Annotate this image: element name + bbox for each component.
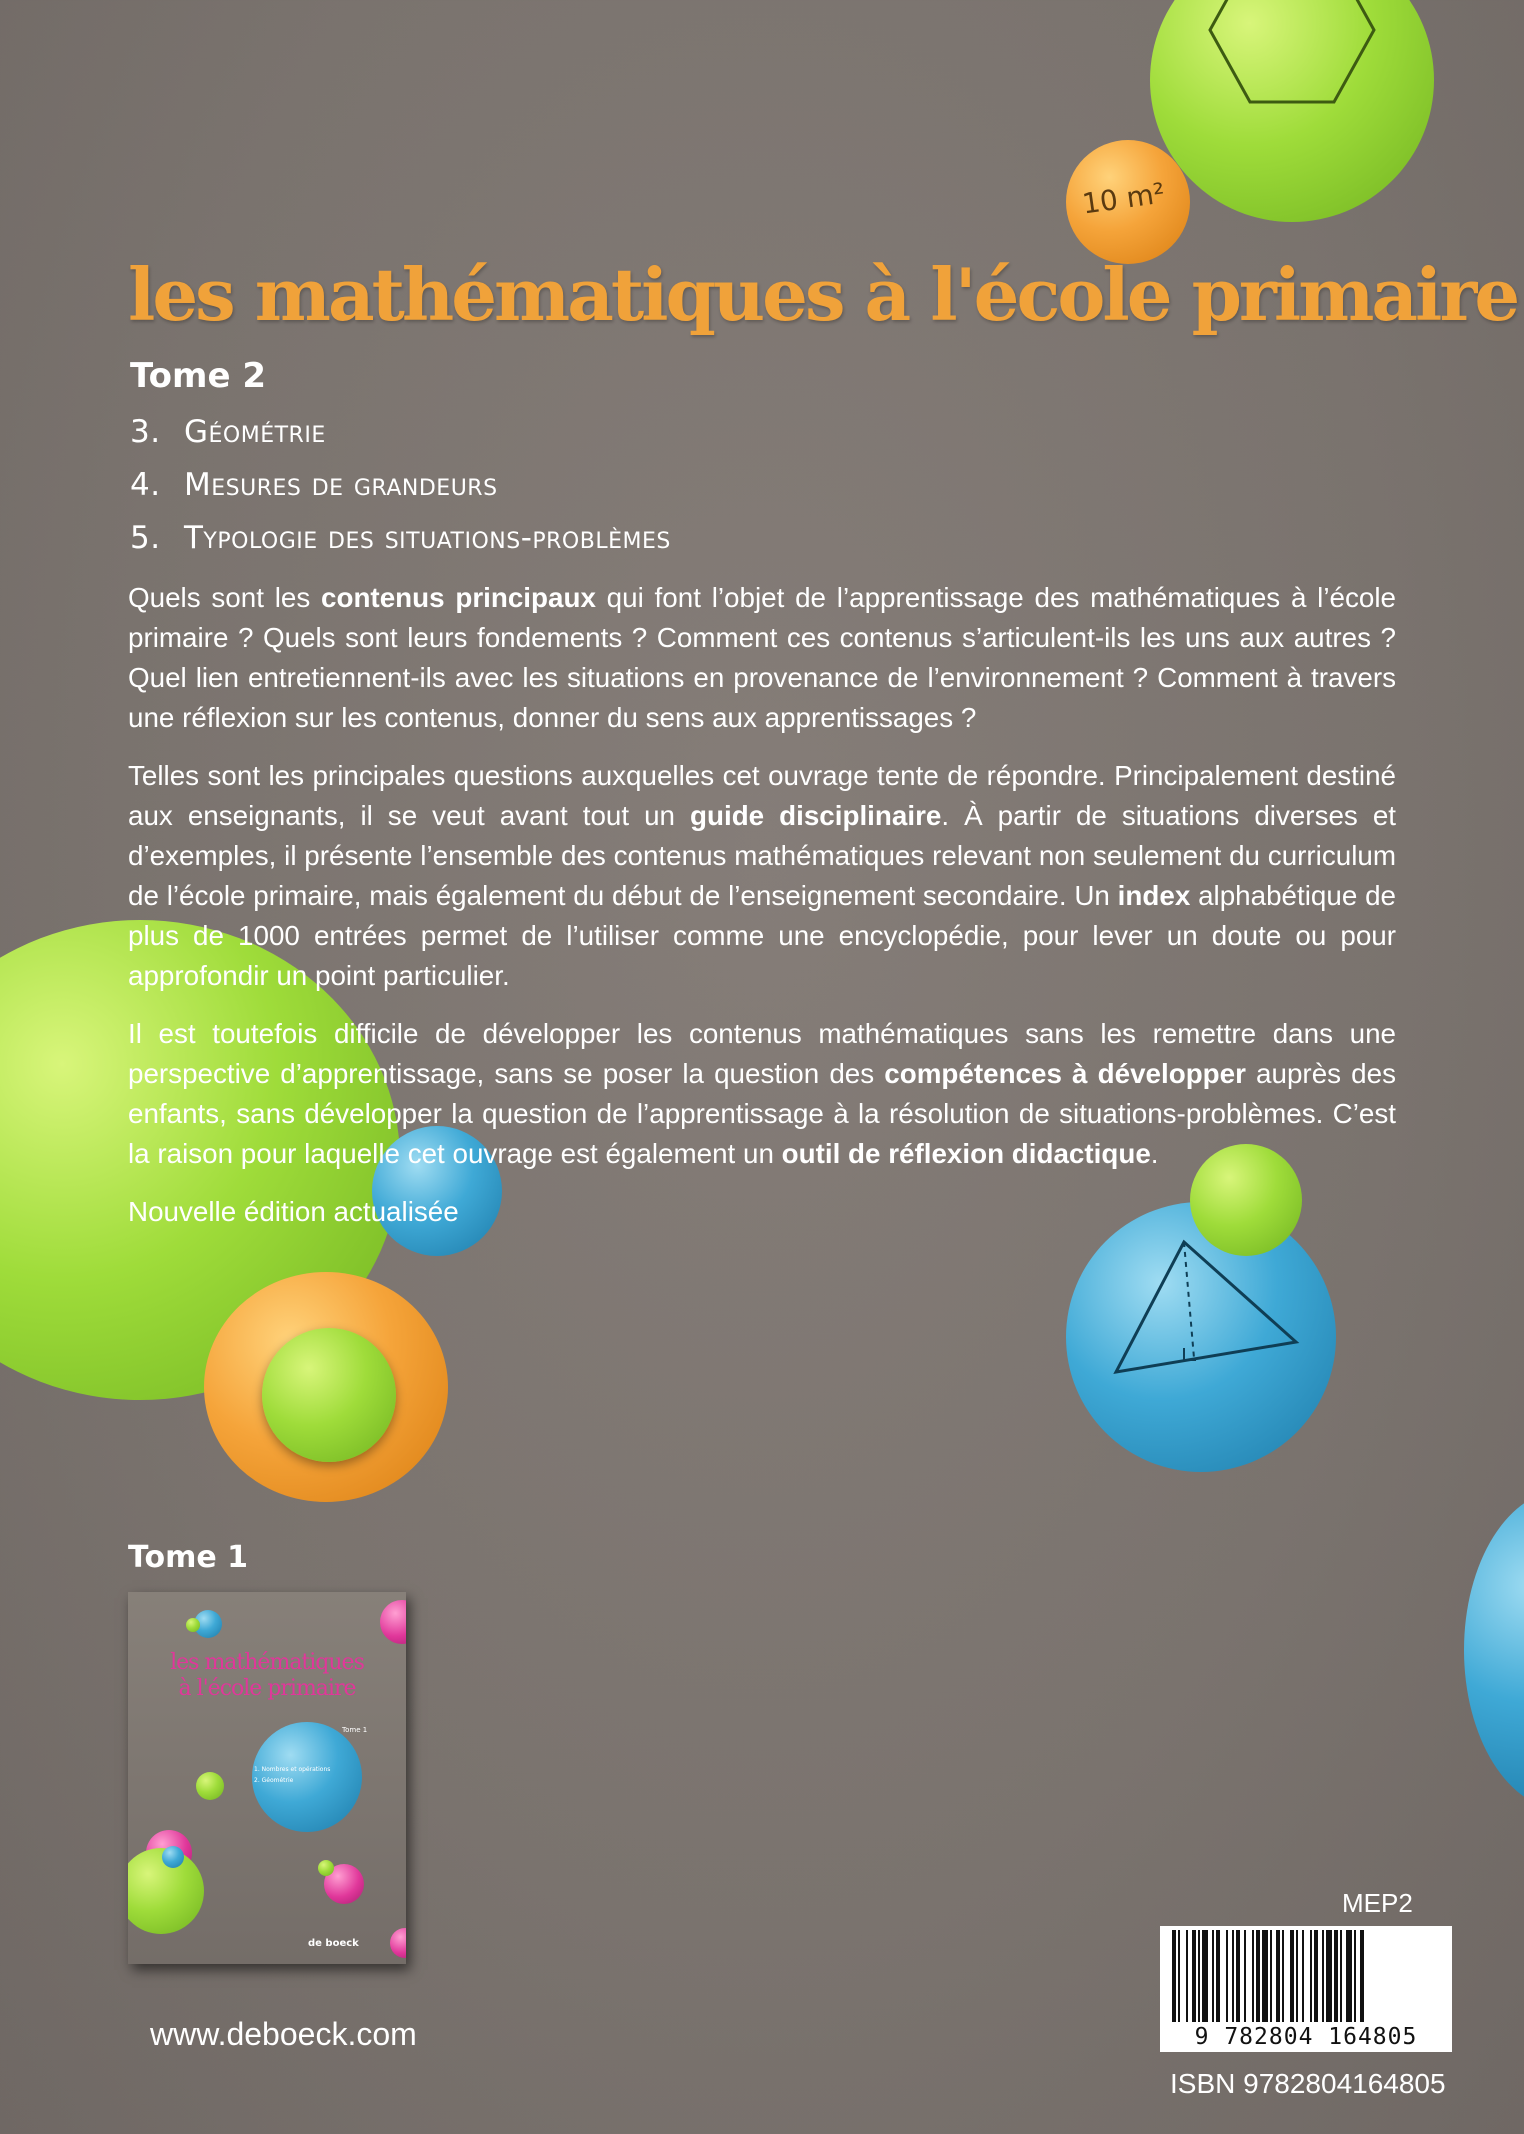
thumb-ball	[186, 1618, 200, 1632]
barcode-bar	[1202, 1930, 1208, 2022]
barcode-bar	[1236, 1930, 1240, 2022]
tome1-cover-thumbnail	[128, 1592, 406, 1964]
contents-number: 5.	[130, 520, 161, 556]
emphasis: guide disciplinaire	[690, 800, 942, 831]
barcode-bar	[1262, 1930, 1268, 2022]
barcode-bar	[1252, 1930, 1254, 2022]
contents-item	[130, 406, 671, 459]
tome1-label: Tome 1	[128, 1540, 249, 1575]
barcode-bar	[1186, 1930, 1188, 2022]
edition-note	[128, 1192, 1396, 1232]
hexagon-icon	[1150, 0, 1434, 222]
publisher-url[interactable]: www.deboeck.com	[150, 2016, 417, 2052]
emphasis: index	[1117, 880, 1191, 911]
thumb-tome: Tome 1	[342, 1726, 368, 1734]
thumb-ball	[162, 1846, 184, 1868]
emphasis: contenus principaux	[321, 582, 596, 613]
barcode-bar	[1360, 1930, 1364, 2022]
text-run: alphabétique de plus de 1000 entrées permet de l’utiliser comme une encyclopédie, pour lever un doute ou pour approfondir un point particulier.	[128, 880, 1396, 991]
area-badge-text: 10 m²	[1080, 176, 1167, 221]
contents-label: Typologie des situations-problèmes	[184, 520, 671, 556]
thumb-ball	[390, 1928, 406, 1958]
barcode-bar	[1244, 1930, 1246, 2022]
blurb-paragraph	[128, 756, 1396, 996]
barcode-bar	[1346, 1930, 1352, 2022]
blurb-paragraph	[128, 1014, 1396, 1174]
barcode-bar	[1232, 1930, 1234, 2022]
barcode-bar	[1270, 1930, 1272, 2022]
contents-item	[130, 459, 671, 512]
contents-label: Mesures de grandeurs	[184, 467, 498, 503]
text-run: auprès des enfants, sans développer la question de l’apprentissage à la résolution de situations-problèmes. C’est la raison pour laquelle cet ouvrage est également un	[128, 1058, 1396, 1169]
barcode-bar	[1302, 1930, 1304, 2022]
contents-number: 3.	[130, 414, 161, 450]
thumb-title-line: les mathématiques	[170, 1650, 364, 1675]
barcode-bar	[1322, 1930, 1324, 2022]
table-of-contents	[130, 406, 671, 565]
contents-number: 4.	[130, 467, 161, 503]
text-run: qui font l’objet de l’apprentissage des mathématiques à l’école primaire ? Quels sont leurs fondements ? Comment ces contenus s’articulent-ils les uns aux autres ? Quel lien entretiennent-ils avec les situations en provenance de l’environnement ? Comment à travers une réflexion sur les contenus, donner du sens aux apprentissages ?	[128, 582, 1396, 733]
barcode-bar	[1198, 1930, 1200, 2022]
barcode-bar	[1178, 1930, 1180, 2022]
hexagon-ball	[1150, 0, 1434, 222]
thumb-publisher: de boeck	[308, 1938, 359, 1949]
contents-item	[130, 512, 671, 565]
barcode-bar	[1282, 1930, 1284, 2022]
emphasis: outil de réflexion didactique	[781, 1138, 1151, 1169]
edge-blue-ball	[1464, 1490, 1524, 1810]
barcode-bar	[1216, 1930, 1220, 2022]
emphasis: compétences à développer	[884, 1058, 1246, 1089]
inner-green-ball	[262, 1328, 396, 1462]
text-run: Quels sont les	[128, 582, 322, 613]
thumb-toc-item: 2. Géométrie	[254, 1777, 294, 1784]
barcode-bar	[1212, 1930, 1214, 2022]
isbn: ISBN 9782804164805	[1170, 2068, 1446, 2099]
thumb-toc	[254, 1764, 330, 1786]
thumb-title-line: à l'école primaire	[178, 1676, 356, 1701]
barcode-bar	[1334, 1930, 1338, 2022]
text-run: Nouvelle édition actualisée	[128, 1196, 459, 1227]
barcode-digits: 9 782804 164805	[1194, 2024, 1418, 2050]
text-run: . À partir de situations diverses et d’exemples, il présente l’ensemble des contenus mathématiques relevant non seulement du curriculum de l’école primaire, mais également du début de l’enseignement secondaire. Un	[128, 800, 1397, 911]
text-run: Telles sont les principales questions auxquelles cet ouvrage tente de répondre. Principalement destiné aux enseignants, il se veut avant tout un	[128, 760, 1396, 831]
area-badge-ball	[1066, 140, 1190, 264]
thumb-ball	[196, 1772, 224, 1800]
barcode	[1160, 1926, 1452, 2052]
blurb	[128, 578, 1396, 1250]
barcode-bar	[1192, 1930, 1196, 2022]
barcode-bar	[1310, 1930, 1312, 2022]
thumb-toc-item: 1. Nombres et opérations	[254, 1766, 331, 1773]
barcode-bar	[1226, 1930, 1228, 2022]
barcode-bars	[1166, 1930, 1446, 2022]
book-title: les mathématiques à l'école primaire	[128, 252, 1518, 337]
thumb-ball	[318, 1860, 334, 1876]
text-run: .	[1150, 1138, 1159, 1169]
barcode-bar	[1276, 1930, 1280, 2022]
barcode-bar	[1172, 1930, 1176, 2022]
barcode-bar	[1354, 1930, 1356, 2022]
barcode-bar	[1290, 1930, 1294, 2022]
product-code: MEP2	[1342, 1888, 1413, 1918]
tome-label: Tome 2	[130, 356, 267, 396]
contents-label: Géométrie	[184, 414, 326, 450]
thumb-ball	[380, 1600, 406, 1644]
text-run: Il est toutefois difficile de développer les contenus mathématiques sans les remettre dans une perspective d’apprentissage, sans se poser la question des	[128, 1018, 1396, 1089]
barcode-bar	[1340, 1930, 1342, 2022]
barcode-bar	[1314, 1930, 1318, 2022]
thumb-title	[128, 1650, 406, 1702]
barcode-bar	[1326, 1930, 1332, 2022]
barcode-bar	[1256, 1930, 1260, 2022]
barcode-bar	[1296, 1930, 1298, 2022]
blurb-paragraph	[128, 578, 1396, 738]
